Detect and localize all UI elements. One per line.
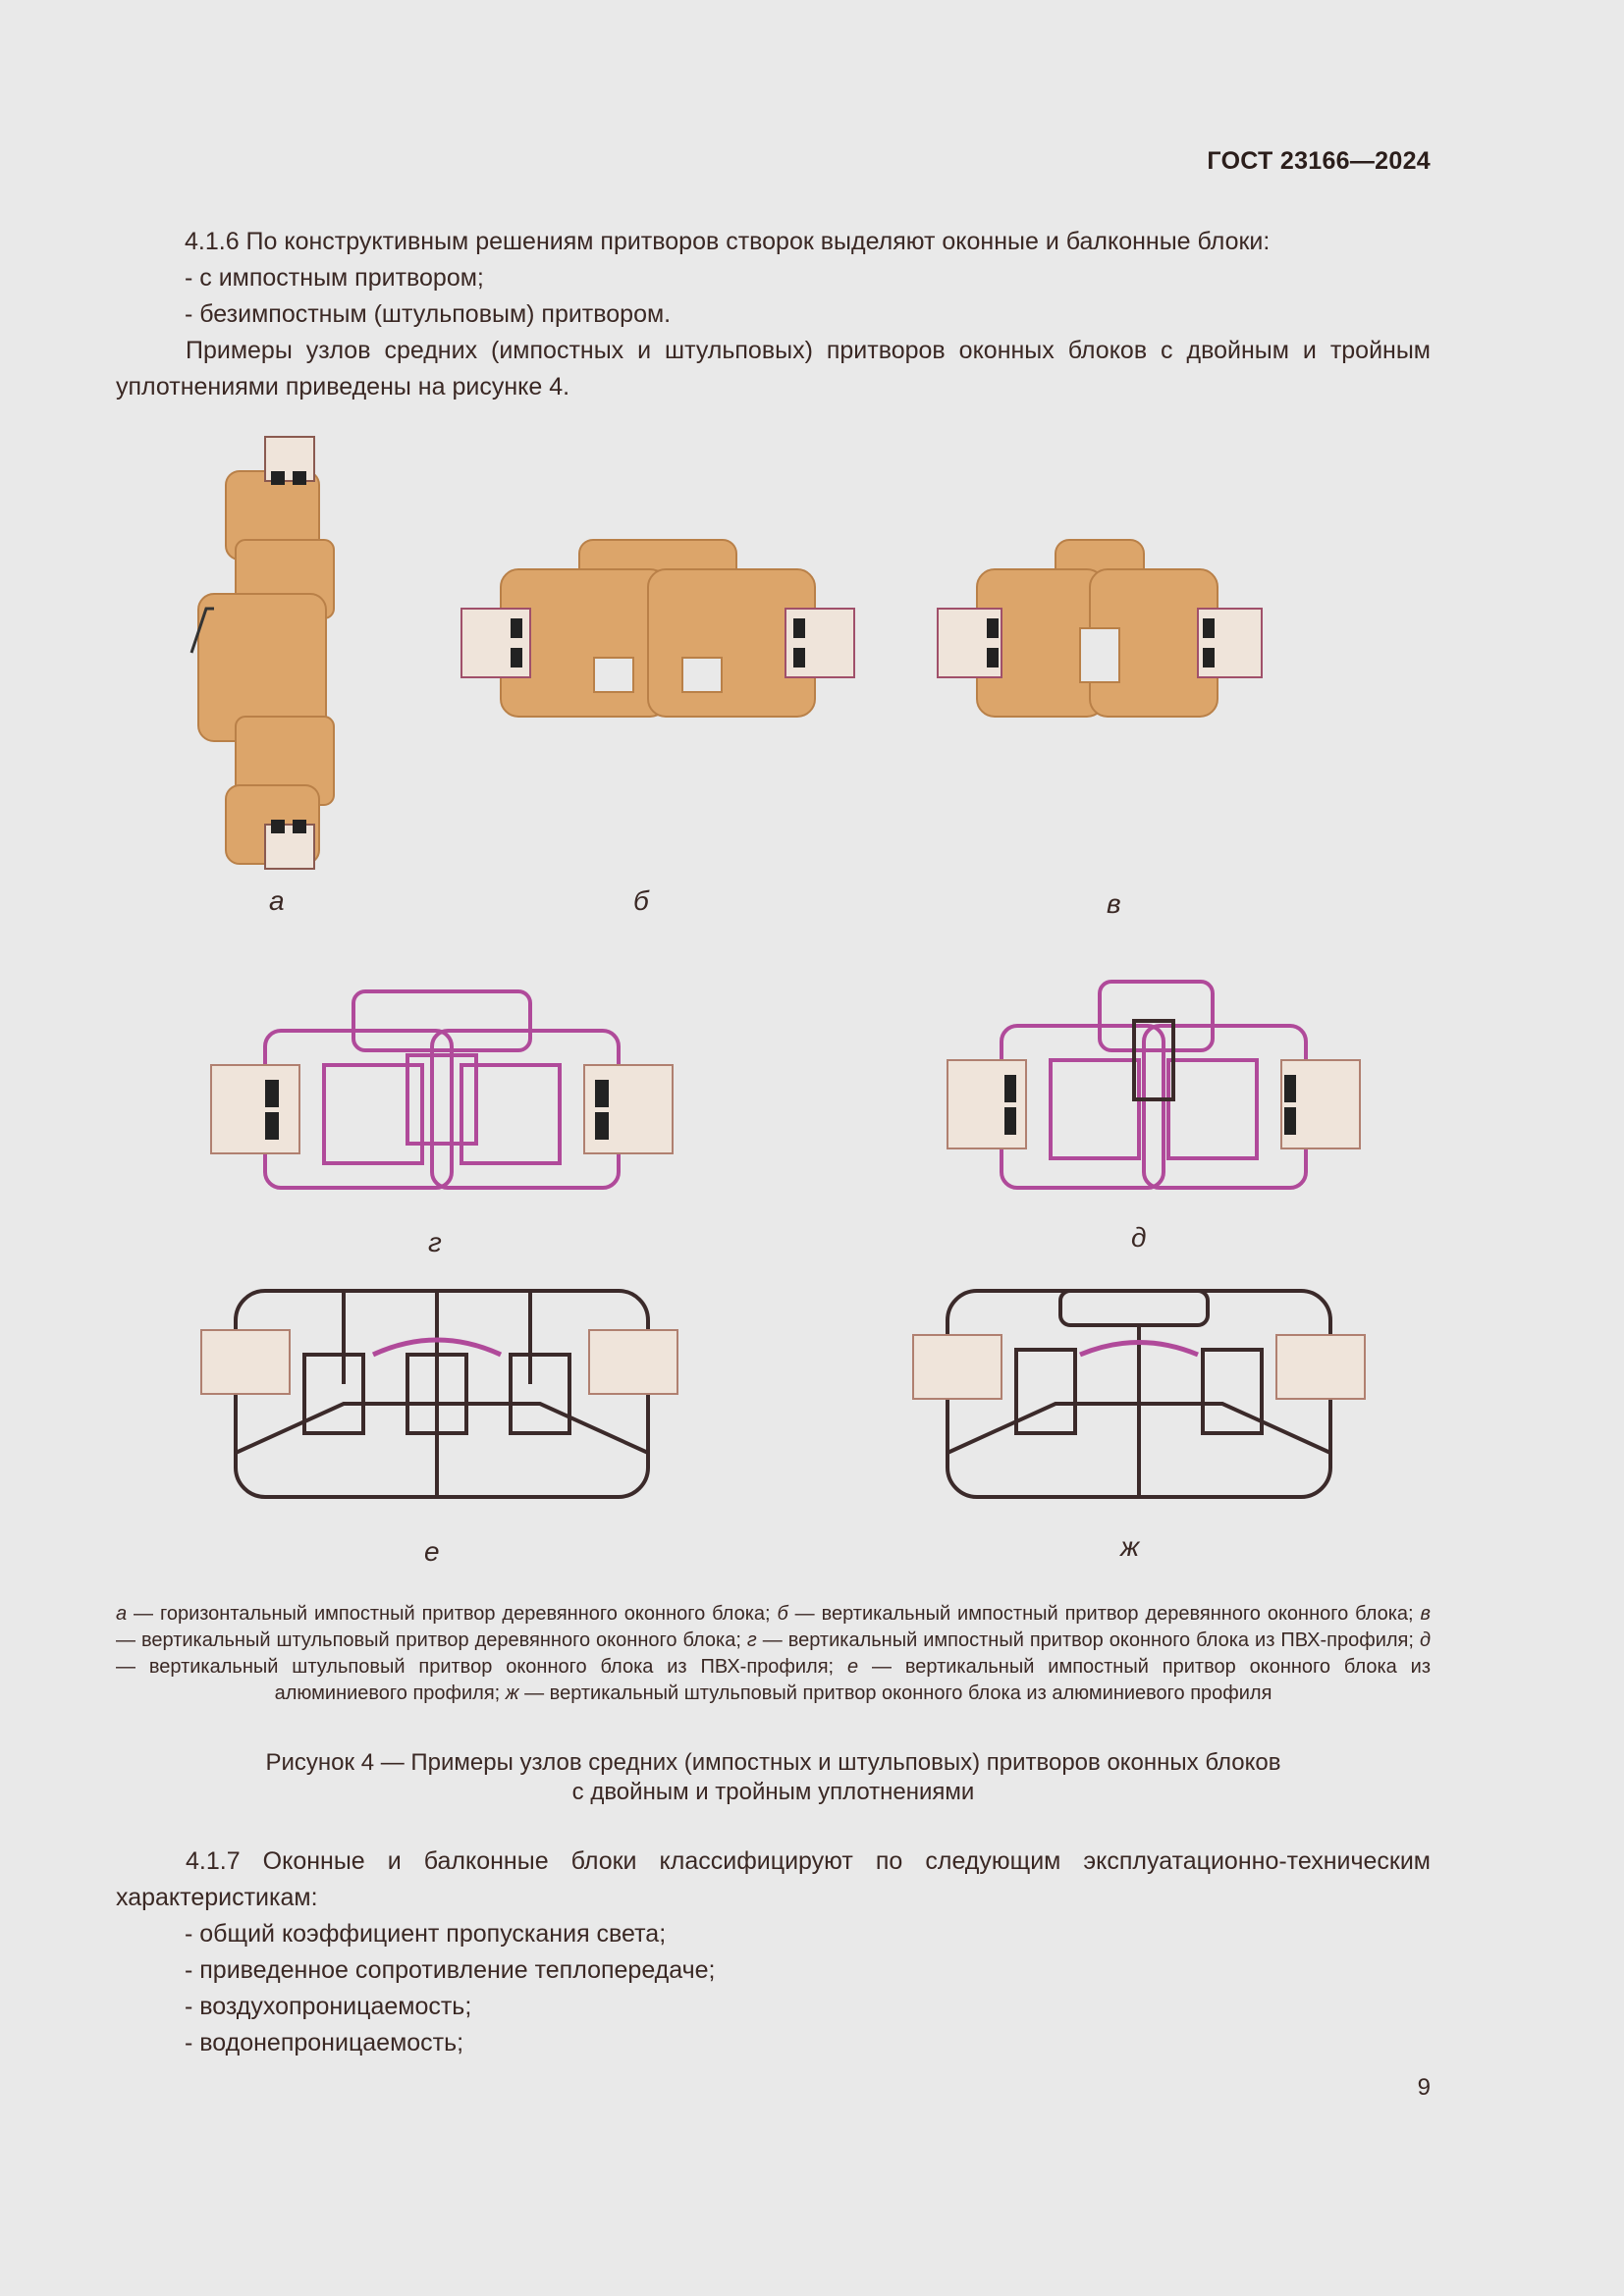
figure-label-a: а [269,885,285,916]
legend-text: — вертикальный штульповый притвор оконного блока из алюминиевого профиля [518,1682,1272,1704]
clause-4-1-7-intro: 4.1.7 Оконные и балконные блоки классифицируют по следующим эксплуатационно-техническим характеристикам: [116,1847,1431,1911]
figure-d-pvc-vertical-astragal [943,977,1365,1202]
document-header: ГОСТ 23166—2024 [1207,147,1431,175]
legend-letter: а [116,1603,128,1625]
figure-caption-line: с двойным и тройным уплотнениями [571,1779,975,1805]
list-item: - приведенное сопротивление теплопередаче; [185,1956,716,1984]
list-item: - водонепроницаемость; [185,2029,464,2056]
legend-letter: д [1419,1629,1431,1651]
legend-letter: ж [505,1682,519,1704]
figure-label-d: д [1131,1222,1147,1253]
list-item: - с импостным притвором; [185,264,484,292]
legend-text: — вертикальный штульповый притвор деревянного оконного блока; [116,1629,747,1651]
legend-text: — вертикальный штульповый притвор оконного блока из ПВХ-профиля; [116,1656,847,1678]
list-item: - безимпостным (штульповым) притвором. [185,300,672,328]
figure-label-e: е [424,1536,440,1567]
figure-e-alu-vertical-mullion [196,1286,682,1502]
figure-caption [116,1748,1431,1807]
figure-zh-alu-vertical-astragal [908,1286,1370,1502]
legend-letter: б [777,1603,788,1625]
legend-text: — горизонтальный импостный притвор деревянного оконного блока; [127,1603,778,1625]
list-item: - воздухопроницаемость; [185,1993,472,2020]
page-number: 9 [1417,2074,1431,2101]
legend-text: — вертикальный импостный притвор оконного блока из алюминиевого профиля; [274,1656,1431,1704]
figure-g-pvc-vertical-mullion [206,987,677,1198]
legend-letter: е [846,1656,859,1678]
figure-label-b: б [633,885,649,916]
figure-label-g: г [428,1227,442,1257]
clause-4-1-6-text: Примеры узлов средних (импостных и штульповых) притворов оконных блоков с двойным и тройным уплотнениями приведены на рисунке 4. [116,337,1431,400]
legend-text: — вертикальный импостный притвор деревянного оконного блока; [787,1603,1421,1625]
figure-b-wood-vertical-mullion [457,535,859,731]
clause-4-1-6-intro: 4.1.6 По конструктивным решениям притворов створок выделяют оконные и балконные блоки: [185,228,1271,255]
figure-label-v: в [1107,888,1121,919]
legend-text: — вертикальный импостный притвор оконного блока из ПВХ-профиля; [756,1629,1420,1651]
figure-legend [116,1601,1431,1707]
figure-v-wood-vertical-astragal [933,535,1267,731]
figure-a-wood-horizontal-mullion [187,432,393,874]
legend-letter: в [1420,1603,1431,1625]
figure-caption-line: Рисунок 4 — Примеры узлов средних (импостных и штульповых) притворов оконных блоков [265,1749,1281,1776]
figure-label-zh: ж [1120,1531,1140,1562]
list-item: - общий коэффициент пропускания света; [185,1920,667,1948]
legend-letter: г [746,1629,757,1651]
